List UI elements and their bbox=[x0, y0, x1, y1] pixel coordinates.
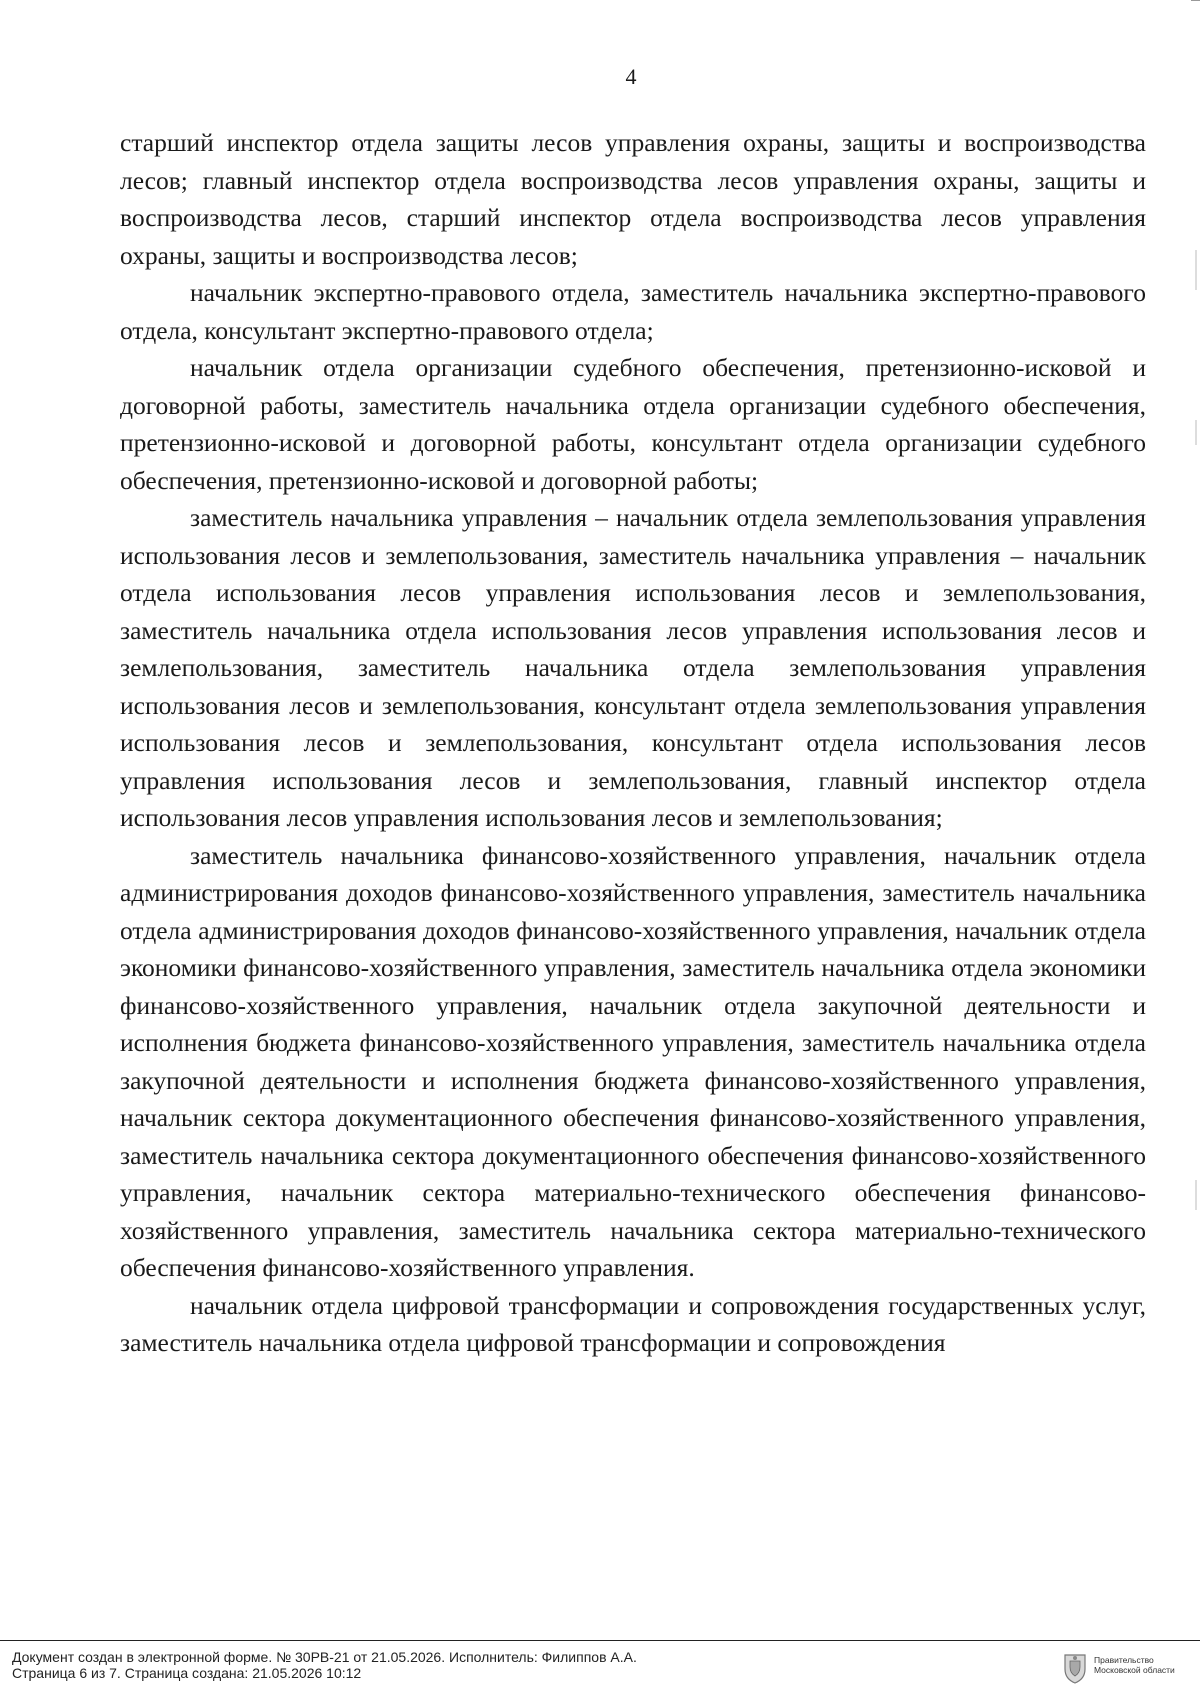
page-number: 4 bbox=[625, 64, 637, 89]
document-body bbox=[120, 124, 1146, 1362]
footer-text bbox=[12, 1649, 637, 1681]
coat-of-arms-icon bbox=[1062, 1651, 1088, 1685]
government-logo bbox=[1062, 1649, 1194, 1689]
paragraph: заместитель начальника управления – начальник отдела землепользования управления использования лесов и землепользования, заместитель начальника управления – начальник отдела использования лесов управления использования лесов и землепользования, заместитель начальника отдела использования лесов управления использования лесов и землепользования, заместитель начальника отдела землепользования управления использования лесов и землепользования, консультант отдела землепользования управления использования лесов и землепользования, консультант отдела использования лесов управления использования лесов и землепользования, главный инспектор отдела использования лесов управления использования лесов и землепользования; bbox=[120, 503, 1146, 832]
paragraph: начальник отдела цифровой трансформации и сопровождения государственных услуг, заместитель начальника отдела цифровой трансформации и сопровождения bbox=[120, 1290, 1146, 1357]
paragraph: начальник отдела организации судебного обеспечения, претензионно-исковой и договорной работы, заместитель начальника отдела организации судебного обеспечения, претензионно-исковой и договорной работы, консультант отдела организации судебного обеспечения, претензионно-исковой и договорной работы; bbox=[120, 353, 1146, 495]
logo-caption: Правительство Московской области bbox=[1094, 1655, 1175, 1675]
footer-line-document-info: Документ создан в электронной форме. № 30РВ-21 от 21.05.2026. Исполнитель: Филиппов А.А. bbox=[12, 1649, 637, 1665]
paragraph: старший инспектор отдела защиты лесов управления охраны, защиты и воспроизводства лесов; главный инспектор отдела воспроизводства лесов управления охраны, защиты и воспроизводства лесов, старший инспектор отдела воспроизводства лесов управления охраны, защиты и воспроизводства лесов; bbox=[120, 128, 1146, 270]
paragraph: начальник экспертно-правового отдела, заместитель начальника экспертно-правового отдела, консультант экспертно-правового отдела; bbox=[120, 278, 1146, 345]
scan-edge-marks bbox=[1190, 0, 1200, 1697]
footer-line-page-info: Страница 6 из 7. Страница создана: 21.05.2026 10:12 bbox=[12, 1665, 362, 1681]
document-footer bbox=[0, 1640, 1200, 1698]
paragraph: заместитель начальника финансово-хозяйственного управления, начальник отдела администрирования доходов финансово-хозяйственного управления, заместитель начальника отдела администрирования доходов финансово-хозяйственного управления, начальник отдела экономики финансово-хозяйственного управления, заместитель начальника отдела экономики финансово-хозяйственного управления, начальник отдела закупочной деятельности и исполнения бюджета финансово-хозяйственного управления, заместитель начальника отдела закупочной деятельности и исполнения бюджета финансово-хозяйственного управления, начальник сектора документационного обеспечения финансово-хозяйственного управления, заместитель начальника сектора документационного обеспечения финансово-хозяйственного управления, начальник сектора материально-технического обеспечения финансово-хозяйственного управления, заместитель начальника сектора материально-технического обеспечения финансово-хозяйственного управления. bbox=[120, 840, 1146, 1282]
